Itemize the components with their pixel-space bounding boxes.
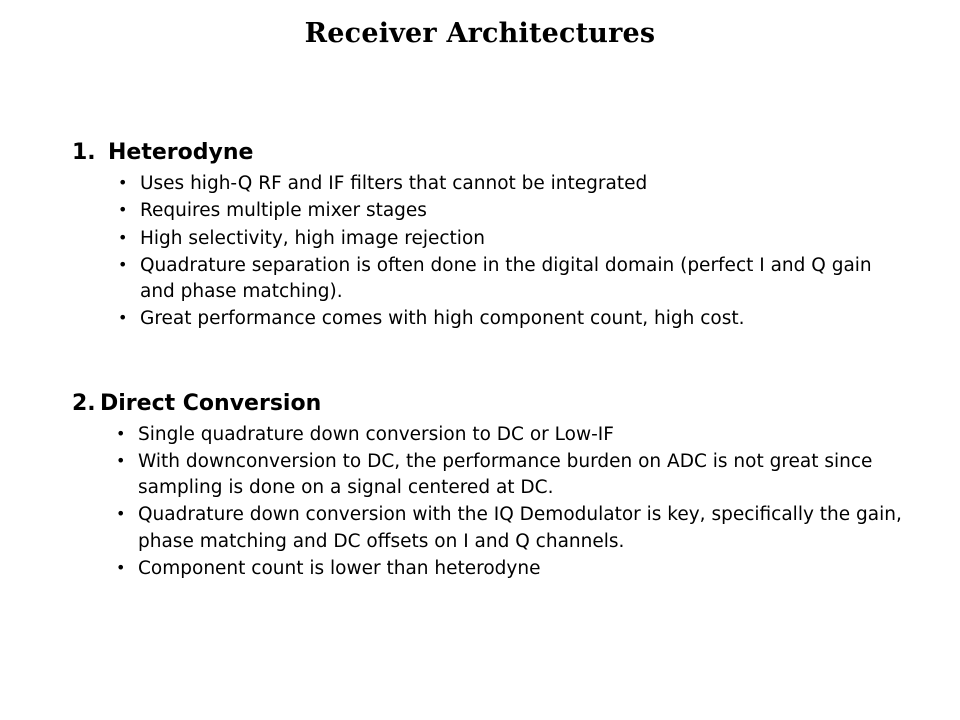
bullet-icon: • bbox=[118, 308, 128, 328]
list-item bbox=[118, 253, 902, 306]
list-item-text: Quadrature down conversion with the IQ Demodulator is key, specifically the gain, phase matching and DC offsets on I and Q channels. bbox=[138, 504, 902, 552]
list-item bbox=[118, 198, 902, 224]
bullet-icon: • bbox=[118, 200, 128, 220]
bullet-icon: • bbox=[118, 227, 128, 247]
section-title: Direct Conversion bbox=[100, 390, 322, 416]
bullet-icon: • bbox=[118, 173, 128, 192]
section-title: Heterodyne bbox=[108, 140, 254, 165]
bullet-list bbox=[72, 171, 902, 333]
list-item-text: High selectivity, high image rejection bbox=[140, 227, 485, 249]
bullet-icon: • bbox=[116, 450, 126, 470]
section-heterodyne bbox=[72, 140, 902, 333]
section-heading bbox=[72, 391, 902, 416]
section-heading bbox=[72, 140, 902, 165]
list-item bbox=[118, 171, 902, 197]
bullet-list bbox=[72, 422, 902, 583]
list-item-text: Quadrature separation is often done in the digital domain (perfect I and Q gain and phase matching). bbox=[140, 254, 872, 303]
list-item bbox=[116, 556, 902, 582]
list-item-text: Requires multiple mixer stages bbox=[140, 200, 427, 222]
list-item bbox=[118, 226, 902, 252]
bullet-icon: • bbox=[116, 557, 126, 577]
list-item-text: Uses high-Q RF and IF filters that cannot be integrated bbox=[140, 173, 648, 194]
list-item-text: Single quadrature down conversion to DC or Low-IF bbox=[138, 423, 614, 445]
slide-body bbox=[72, 140, 902, 583]
bullet-icon: • bbox=[116, 423, 126, 443]
list-item bbox=[116, 502, 902, 555]
section-direct-conversion bbox=[72, 391, 902, 583]
section-number: 2. bbox=[72, 390, 96, 416]
list-item-text: With downconversion to DC, the performance burden on ADC is not great since sampling is done on a signal centered at DC. bbox=[138, 450, 873, 499]
bullet-icon: • bbox=[118, 254, 128, 274]
list-item-text: Component count is lower than heterodyne bbox=[138, 557, 541, 579]
section-number: 1. bbox=[72, 140, 96, 165]
list-item bbox=[116, 422, 902, 448]
page-title: Receiver Architectures bbox=[304, 18, 656, 49]
list-item bbox=[116, 449, 902, 502]
list-item bbox=[118, 306, 902, 332]
bullet-icon: • bbox=[116, 504, 126, 524]
list-item-text: Great performance comes with high component count, high cost. bbox=[140, 308, 745, 330]
